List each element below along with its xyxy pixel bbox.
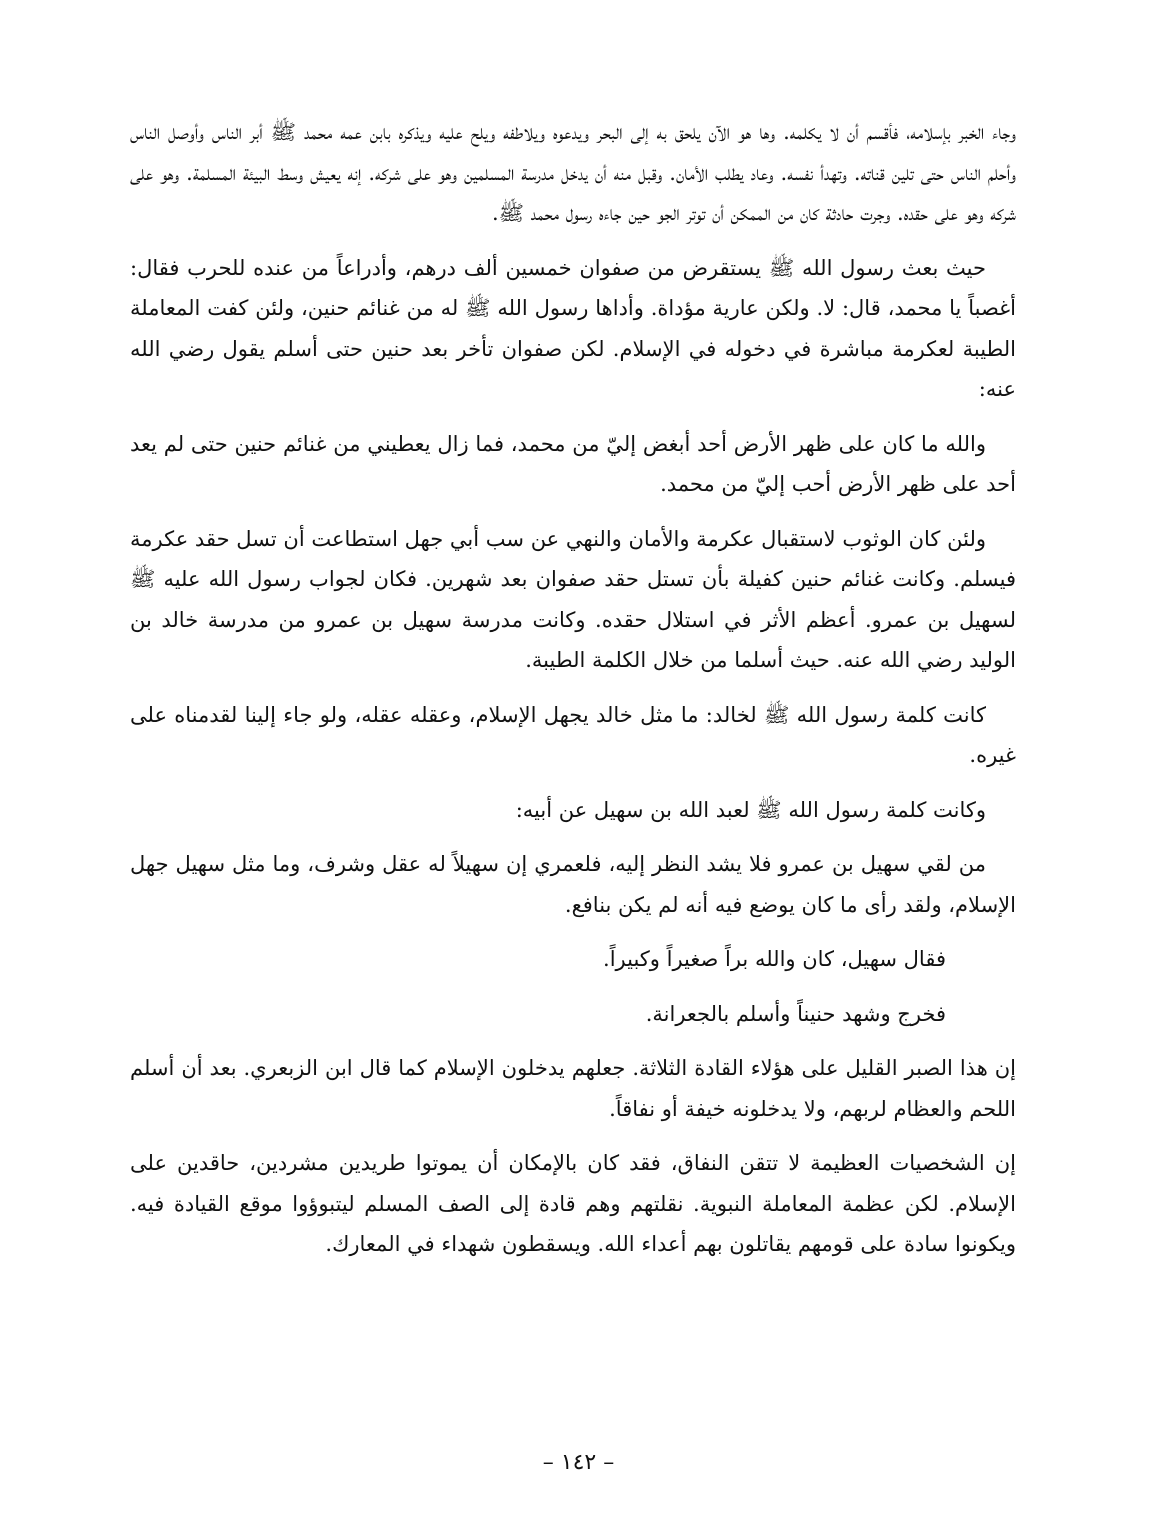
paragraph-9: فخرج وشهد حنيناً وأسلم بالجعرانة. xyxy=(645,1001,946,1026)
paragraph-3-quote-safwan: والله ما كان على ظهر الأرض أحد أبغض إليّ من محمد، فما زال يعطيني من غنائم حنين حتى لم يعد أحد على ظهر الأرض أحب إليّ من محمد. xyxy=(130,431,1016,496)
paragraph-11: إن الشخصيات العظيمة لا تتقن النفاق، فقد كان بالإمكان أن يموتوا طريدين مشردين، حاقدين على الإسلام. لكن عظمة المعاملة النبوية. نقلتهم وهم قادة إلى الصف المسلم ليتبوؤوا موقع القيادة فيه. ويكونوا سادة على قومهم يقاتلون بهم أعداء الله. ويسقطون شهداء في المعارك. xyxy=(130,1151,1016,1256)
page-number: – ١٤٢ – xyxy=(542,1450,615,1475)
paragraph-7-quote-suhail: من لقي سهيل بن عمرو فلا يشد النظر إليه، فلعمري إن سهيلاً له عقل وشرف، وما مثل سهيل جهل الإسلام، ولقد رأى ما كان يوضع فيه أنه لم يكن بنافع. xyxy=(130,852,1016,917)
page-body xyxy=(130,112,1016,1279)
paragraph-6: وكانت كلمة رسول الله ﷺ لعبد الله بن سهيل عن أبيه: xyxy=(515,797,986,822)
paragraph-1: وجاء الخبر بإسلامه، فأقسم أن لا يكلمه. وها هو الآن يلحق به إلى البحر ويدعوه ويلاطفه ويلح عليه ويذكره بابن عمه محمد ﷺ أبر الناس وأوصل الناس وأحلم الناس حتى تلين قناته. وتهدأ نفسه. وعاد يطلب الأمان. وقبل منه أن يدخل مدرسة المسلمين وهو على شركه. إنه يعيش وسط البيئة المسلمة. وهو على شركه وهو على حقده. وجرت حادثة كان من الممكن أن توتر الجو حين جاءه رسول محمد ﷺ. xyxy=(130,120,1016,225)
paragraph-10: إن هذا الصبر القليل على هؤلاء القادة الثلاثة. جعلهم يدخلون الإسلام كما قال ابن الزبعري. بعد أن أسلم اللحم والعظام لربهم، ولا يدخلونه خيفة أو نفاقاً. xyxy=(130,1056,1016,1121)
paragraph-8: فقال سهيل، كان والله براً صغيراً وكبيراً. xyxy=(603,947,946,971)
paragraph-4: ولئن كان الوثوب لاستقبال عكرمة والأمان والنهي عن سب أبي جهل استطاعت أن تسل حقد عكرمة فيسلم. وكانت غنائم حنين كفيلة بأن تستل حقد صفوان بعد شهرين. فكان لجواب رسول الله عليه ﷺ لسهيل بن عمرو. أعظم الأثر في استلال حقده. وكانت مدرسة سهيل بن عمرو من مدرسة خالد بن الوليد رضي الله عنه. حيث أسلما من خلال الكلمة الطيبة. xyxy=(130,526,1016,672)
paragraph-5-khalid: كانت كلمة رسول الله ﷺ لخالد: ما مثل خالد يجهل الإسلام، وعقله عقله، ولو جاء إلينا لقدمناه على غيره. xyxy=(130,702,1016,767)
paragraph-2: حيث بعث رسول الله ﷺ يستقرض من صفوان خمسين ألف درهم، وأدراعاً من عنده للحرب فقال: أغصباً يا محمد، قال: لا. ولكن عارية مؤداة. وأداها رسول الله ﷺ له من غنائم حنين، ولئن كفت المعاملة الطيبة لعكرمة مباشرة في دخوله في الإسلام. لكن صفوان تأخر بعد حنين حتى أسلم يقول رضي الله عنه: xyxy=(130,255,1016,401)
